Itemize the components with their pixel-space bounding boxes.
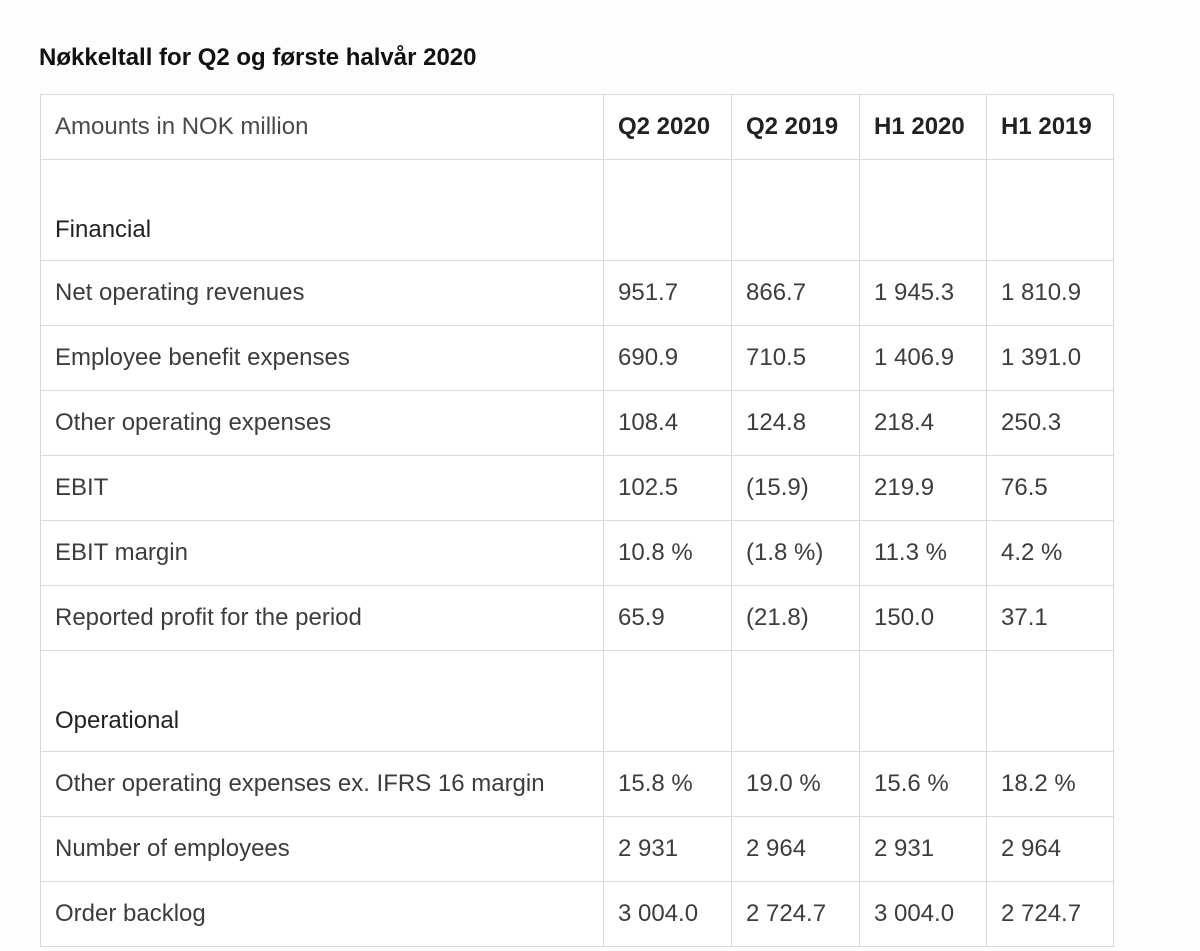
section-row-financial <box>41 160 1114 261</box>
cell-value: 2 724.7 <box>987 882 1114 947</box>
cell-value: 37.1 <box>987 586 1114 651</box>
cell-value: 951.7 <box>604 261 732 326</box>
table-row <box>41 326 1114 391</box>
row-label: EBIT margin <box>41 521 604 586</box>
cell-value: 2 964 <box>987 817 1114 882</box>
cell-value: 2 724.7 <box>732 882 860 947</box>
cell-value: 2 931 <box>604 817 732 882</box>
key-figures-table <box>40 94 1114 947</box>
column-header-h1-2019: H1 2019 <box>987 95 1114 160</box>
row-label: Net operating revenues <box>41 261 604 326</box>
table-row <box>41 882 1114 947</box>
cell-value: 10.8 % <box>604 521 732 586</box>
cell-value: 2 931 <box>860 817 987 882</box>
table-title: Nøkkeltall for Q2 og første halvår 2020 <box>39 44 477 71</box>
cell-value: 3 004.0 <box>604 882 732 947</box>
cell-value: (21.8) <box>732 586 860 651</box>
cell-value: 150.0 <box>860 586 987 651</box>
section-row-operational <box>41 651 1114 752</box>
table-row <box>41 391 1114 456</box>
cell-value: 1 945.3 <box>860 261 987 326</box>
cell-value: 219.9 <box>860 456 987 521</box>
row-label: Order backlog <box>41 882 604 947</box>
section-label: Operational <box>41 651 604 752</box>
table-row <box>41 817 1114 882</box>
empty-cell <box>732 651 860 752</box>
empty-cell <box>987 651 1114 752</box>
empty-cell <box>604 651 732 752</box>
cell-value: 108.4 <box>604 391 732 456</box>
table-row <box>41 586 1114 651</box>
cell-value: 866.7 <box>732 261 860 326</box>
cell-value: 18.2 % <box>987 752 1114 817</box>
cell-value: (15.9) <box>732 456 860 521</box>
empty-cell <box>604 160 732 261</box>
empty-cell <box>860 160 987 261</box>
table-row <box>41 456 1114 521</box>
column-header-q2-2019: Q2 2019 <box>732 95 860 160</box>
column-header-h1-2020: H1 2020 <box>860 95 987 160</box>
empty-cell <box>987 160 1114 261</box>
cell-value: 102.5 <box>604 456 732 521</box>
header-label-cell: Amounts in NOK million <box>41 95 604 160</box>
table-header-row <box>41 95 1114 160</box>
empty-cell <box>860 651 987 752</box>
cell-value: 76.5 <box>987 456 1114 521</box>
row-label: EBIT <box>41 456 604 521</box>
row-label: Number of employees <box>41 817 604 882</box>
table-row <box>41 521 1114 586</box>
cell-value: 19.0 % <box>732 752 860 817</box>
row-label: Employee benefit expenses <box>41 326 604 391</box>
cell-value: 15.6 % <box>860 752 987 817</box>
table-row <box>41 261 1114 326</box>
row-label: Reported profit for the period <box>41 586 604 651</box>
cell-value: 124.8 <box>732 391 860 456</box>
cell-value: 690.9 <box>604 326 732 391</box>
cell-value: 2 964 <box>732 817 860 882</box>
table-row <box>41 752 1114 817</box>
cell-value: 3 004.0 <box>860 882 987 947</box>
cell-value: 250.3 <box>987 391 1114 456</box>
cell-value: 710.5 <box>732 326 860 391</box>
row-label: Other operating expenses <box>41 391 604 456</box>
cell-value: 1 391.0 <box>987 326 1114 391</box>
column-header-q2-2020: Q2 2020 <box>604 95 732 160</box>
cell-value: 15.8 % <box>604 752 732 817</box>
empty-cell <box>732 160 860 261</box>
cell-value: 11.3 % <box>860 521 987 586</box>
section-label: Financial <box>41 160 604 261</box>
cell-value: 1 406.9 <box>860 326 987 391</box>
cell-value: (1.8 %) <box>732 521 860 586</box>
cell-value: 218.4 <box>860 391 987 456</box>
cell-value: 4.2 % <box>987 521 1114 586</box>
row-label: Other operating expenses ex. IFRS 16 margin <box>41 752 604 817</box>
cell-value: 1 810.9 <box>987 261 1114 326</box>
cell-value: 65.9 <box>604 586 732 651</box>
